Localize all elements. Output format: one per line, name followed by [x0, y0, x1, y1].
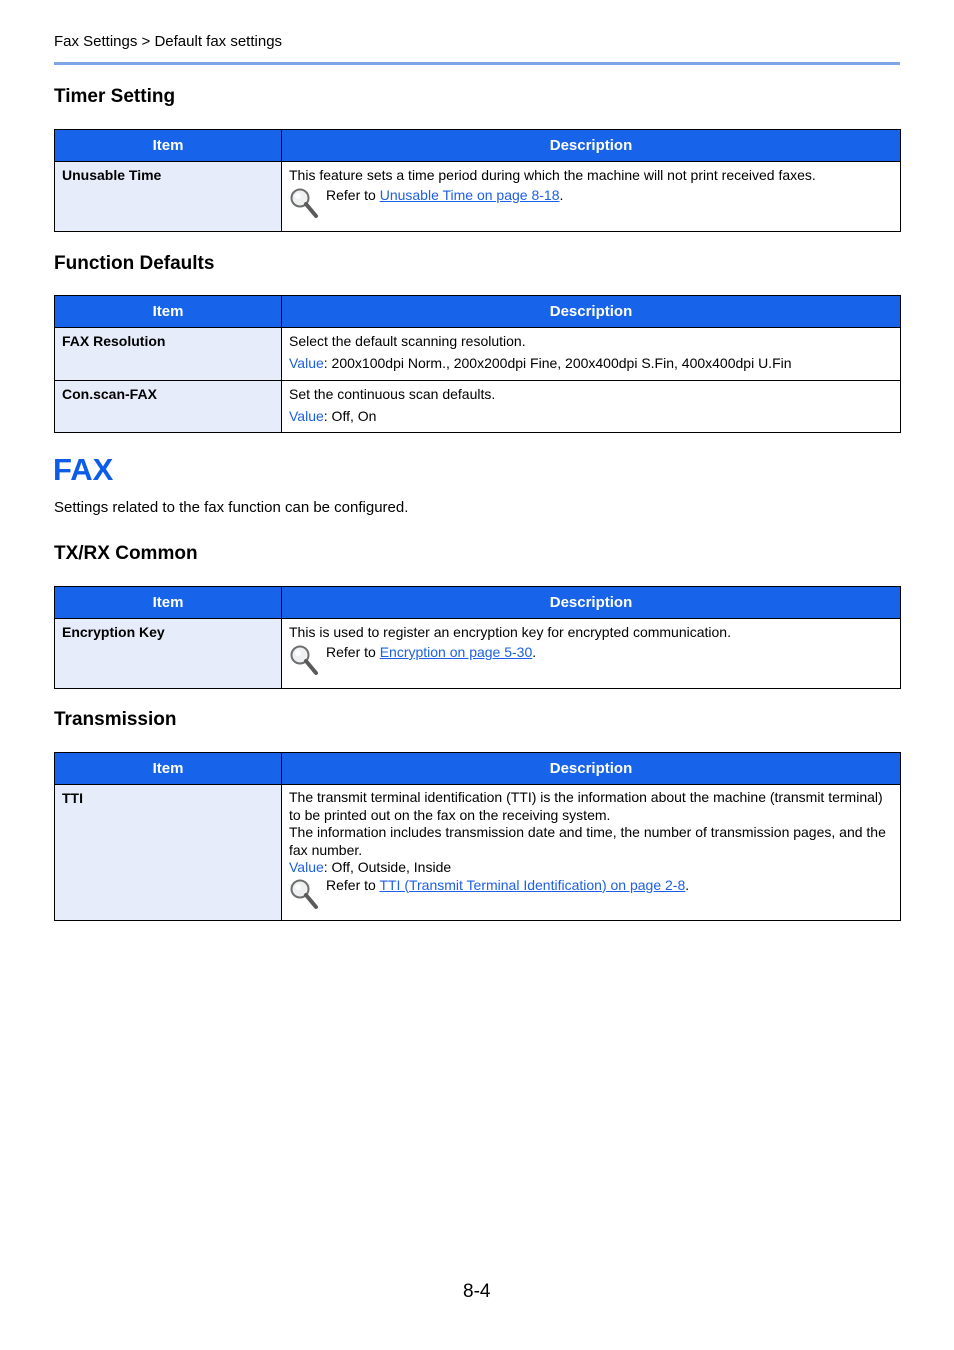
section-title-function-defaults: Function Defaults	[54, 253, 215, 274]
reference-note	[289, 877, 893, 910]
transmission-table	[54, 752, 901, 921]
reference-text	[326, 643, 536, 661]
value-label: Value	[289, 408, 324, 424]
value-text: : Off, On	[323, 408, 377, 424]
description-cell	[282, 619, 901, 689]
description-cell	[282, 785, 901, 921]
reference-prefix: Refer to	[326, 187, 380, 203]
section-title-timer-setting: Timer Setting	[54, 86, 176, 107]
value-label: Value	[289, 859, 324, 875]
magnifier-icon	[289, 187, 319, 219]
link-encryption[interactable]: Encryption on page 5-30	[379, 644, 533, 660]
table-header-row	[55, 130, 901, 162]
value-line	[289, 354, 893, 372]
link-unusable-time[interactable]: Unusable Time on page 8-18	[379, 187, 560, 203]
table-row	[55, 619, 901, 689]
reference-suffix: .	[685, 876, 690, 893]
value-text: : Off, Outside, Inside	[323, 859, 452, 875]
column-header-item: Item	[55, 587, 282, 619]
table-header-row	[55, 753, 901, 785]
reference-prefix: Refer to	[326, 644, 380, 660]
page-number: 8-4	[463, 1281, 491, 1302]
section-title-transmission: Transmission	[54, 709, 177, 730]
magnifier-icon	[289, 878, 319, 910]
reference-text	[326, 877, 689, 895]
reference-prefix: Refer to	[326, 876, 380, 893]
column-header-description: Description	[282, 130, 901, 162]
value-label: Value	[289, 355, 324, 371]
reference-note	[289, 643, 893, 676]
item-con-scan-fax: Con.scan-FAX	[55, 381, 282, 433]
column-header-item: Item	[55, 296, 282, 328]
item-unusable-time: Unusable Time	[55, 162, 282, 232]
reference-suffix: .	[532, 644, 537, 660]
table-row	[55, 381, 901, 433]
column-header-item: Item	[55, 753, 282, 785]
column-header-item: Item	[55, 130, 282, 162]
magnifier-icon	[289, 644, 319, 676]
txrx-common-table	[54, 586, 901, 689]
value-line	[289, 859, 893, 877]
link-tti[interactable]: TTI (Transmit Terminal Identification) on page 2-8	[379, 876, 686, 893]
description-cell	[282, 381, 901, 433]
column-header-description: Description	[282, 587, 901, 619]
timer-setting-table	[54, 129, 901, 232]
fax-intro-text: Settings related to the fax function can be configured.	[54, 499, 409, 516]
description-text: Select the default scanning resolution.	[289, 333, 526, 349]
description-text: Set the continuous scan defaults.	[289, 386, 496, 402]
column-header-description: Description	[282, 753, 901, 785]
chapter-title-fax: FAX	[53, 452, 114, 487]
column-header-description: Description	[282, 296, 901, 328]
table-row	[55, 328, 901, 381]
table-row	[55, 785, 901, 921]
description-text: The transmit terminal identification (TTI) is the information about the machine (transmit terminal) to be printed out on the fax on the receiving system.	[289, 789, 883, 823]
description-cell	[282, 162, 901, 232]
table-header-row	[55, 296, 901, 328]
section-title-txrx-common: TX/RX Common	[54, 543, 198, 564]
description-text: This is used to register an encryption key for encrypted communication.	[289, 624, 731, 640]
value-line	[289, 407, 893, 425]
reference-note	[289, 186, 893, 219]
function-defaults-table	[54, 295, 901, 433]
item-encryption-key: Encryption Key	[55, 619, 282, 689]
header-divider	[54, 62, 900, 65]
breadcrumb: Fax Settings > Default fax settings	[54, 33, 283, 50]
reference-text	[326, 186, 563, 204]
value-text: : 200x100dpi Norm., 200x200dpi Fine, 200x400dpi S.Fin, 400x400dpi U.Fin	[323, 355, 792, 371]
description-text: This feature sets a time period during which the machine will not print received faxes.	[289, 167, 816, 183]
description-cell	[282, 328, 901, 381]
item-fax-resolution: FAX Resolution	[55, 328, 282, 381]
reference-suffix: .	[559, 187, 564, 203]
item-tti: TTI	[55, 785, 282, 921]
table-row	[55, 162, 901, 232]
table-header-row	[55, 587, 901, 619]
description-text: The information includes transmission date and time, the number of transmission pages, and the fax number.	[289, 824, 886, 858]
